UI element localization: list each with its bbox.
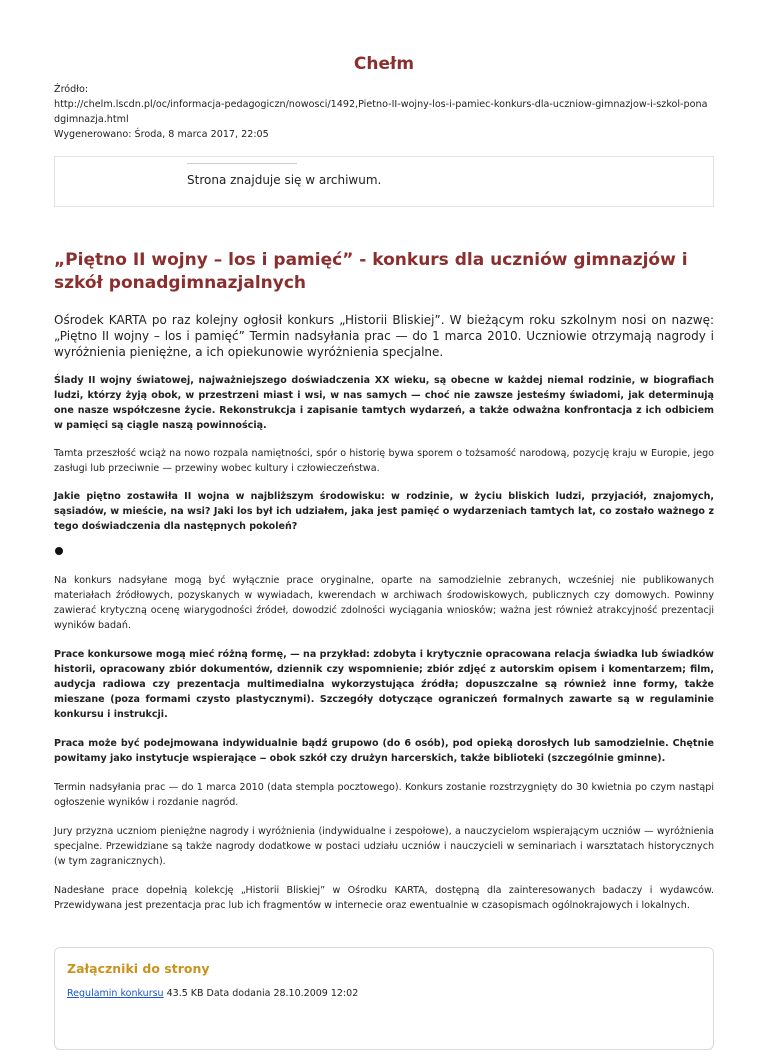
article-title: „Piętno II wojny – los i pamięć” - konkurs dla uczniów gimnazjów i szkół ponadgimnazjalnych: [54, 250, 688, 293]
source-url-line-1: http://chelm.lscdn.pl/oc/informacja-pedagogiczn/nowosci/1492,Pietno-II-wojny-los-i-pamiec-konkurs-dla-uczniow-gimnazjow-i-szkol-pona: [54, 99, 708, 110]
paragraph-2: Tamta przeszłość wciąż na nowo rozpala namiętności, spór o historię bywa sporem o tożsamość narodową, pozycję kraju w Europie, jego zasługi lub przeciwnie — przewiny wobec kultury i człowieczeństwa.: [54, 448, 714, 474]
paragraph-3: Jakie piętno zostawiła II wojna w najbliższym środowisku: w rodzinie, w życiu bliskich ludzi, przyjaciół, znajomych, sąsiadów, w mieście, na wsi? Jaki los był ich udziałem, jaka jest pamięć o wydarzeniach tamtych lat, co zostało ważnego z tego doświadczenia dla następnych pokoleń?: [54, 491, 714, 532]
paragraph-9: Nadesłane prace dopełnią kolekcję „Historii Bliskiej” w Ośrodku KARTA, dostępną dla zainteresowanych badaczy i wydawców. Przewidywana jest prezentacja prac lub ich fragmentów w internecie oraz ewentualnie w czasopismach ogólnokrajowych i lokalnych.: [54, 885, 714, 911]
paragraph-1: Ślady II wojny światowej, najważniejszego doświadczenia XX wieku, są obecne w każdej niemal rodzinie, w biografiach ludzi, którzy żyją obok, w przestrzeni miast i wsi, w nas samych — choć nie zawsze jesteśmy świadomi, jak determinują one nasze współczesne życie. Rekonstrukcja i zapisanie tamtych wydarzeń, a także odważna konfrontacja z ich odbiciem w pamięci są ciągle naszą powinnością.: [54, 375, 714, 431]
bullet-row: [54, 547, 714, 563]
paragraph-6: Praca może być podejmowana indywidualnie bądź grupowo (do 6 osób), pod opieką dorosłych lub samodzielnie. Chętnie powitamy jako instytucje wspierające ‒ obok szkół czy drużyn harcerskich, także biblioteki (szczególnie gminne).: [54, 738, 714, 764]
attachment-info: 43.5 KB Data dodania 28.10.2009 12:02: [166, 988, 359, 999]
paragraph-8: Jury przyzna uczniom pieniężne nagrody i wyróżnienia (indywidualne i zespołowe), a nauczycielom wspierającym uczniów — wyróżnienia specjalne. Przewidziane są także nagrody dodatkowe w postaci udziału uczniów i nauczycieli w seminariach i warsztatach historycznych (w tym zagranicznych).: [54, 826, 714, 867]
source-url-line-2: dgimnazja.html: [54, 114, 129, 125]
source-meta: [54, 82, 714, 142]
generated-date: Wygenerowano: Środa, 8 marca 2017, 22:05: [54, 129, 269, 140]
paragraph-5: Prace konkursowe mogą mieć różną formę, — na przykład: zdobyta i krytycznie opracowana relacja świadka lub świadków historii, opracowany zbiór dokumentów, dziennik czy wspomnienie; zbiór zdjęć z autorskim opisem i komentarzem; film, audycja radiowa czy prezentacja multimedialna wykorzystująca źródła; dopuszczalne są również inne formy, także mieszane (poza formami czysto plastycznymi). Szczegóły dotyczące ograniczeń formalnych zawarte są w regulaminie konkursu i instrukcji.: [54, 649, 714, 720]
site-title: Chełm: [353, 54, 415, 74]
attachment-link[interactable]: Regulamin konkursu: [67, 988, 164, 999]
paragraph-4: Na konkurs nadsyłane mogą być wyłącznie prace oryginalne, oparte na samodzielnie zebranych, wcześniej nie publikowanych materiałach źródłowych, pozyskanych w wywiadach, kwerendach w archiwach środowiskowych, publicznych czy domowych. Powinny zawierać krytyczną ocenę wiarygodności źródeł, dowodzić zdolności wyciągania wniosków; ważna jest również atrakcyjność prezentacji wyników badań.: [54, 575, 714, 631]
archive-notice: Strona znajduje się w archiwum.: [187, 173, 382, 187]
article-lead: Ośrodek KARTA po raz kolejny ogłosił konkurs „Historii Bliskiej”. W bieżącym roku szkolnym nosi on nazwę: „Piętno II wojny – los i pamięć” Termin nadsyłania prac — do 1 marca 2010. Uczniowie otrzymają nagrody i wyróżnienia pieniężne, a ich opiekunowie wyróżnienia specjalne.: [54, 313, 714, 359]
attachments-panel: [54, 947, 714, 1050]
paragraph-7: Termin nadsyłania prac — do 1 marca 2010 (data stempla pocztowego). Konkurs zostanie rozstrzygnięty do 30 kwietnia po czym nastąpi ogłoszenie wyników i rozdanie nagród.: [54, 782, 714, 808]
archive-divider: [187, 163, 297, 164]
archive-notice-box: [54, 156, 714, 207]
source-label: Źródło:: [54, 84, 89, 95]
bullet-icon: [55, 547, 63, 555]
attachment-item: [67, 987, 701, 1001]
attachments-heading: Załączniki do strony: [67, 961, 210, 976]
source-url: [54, 97, 714, 127]
